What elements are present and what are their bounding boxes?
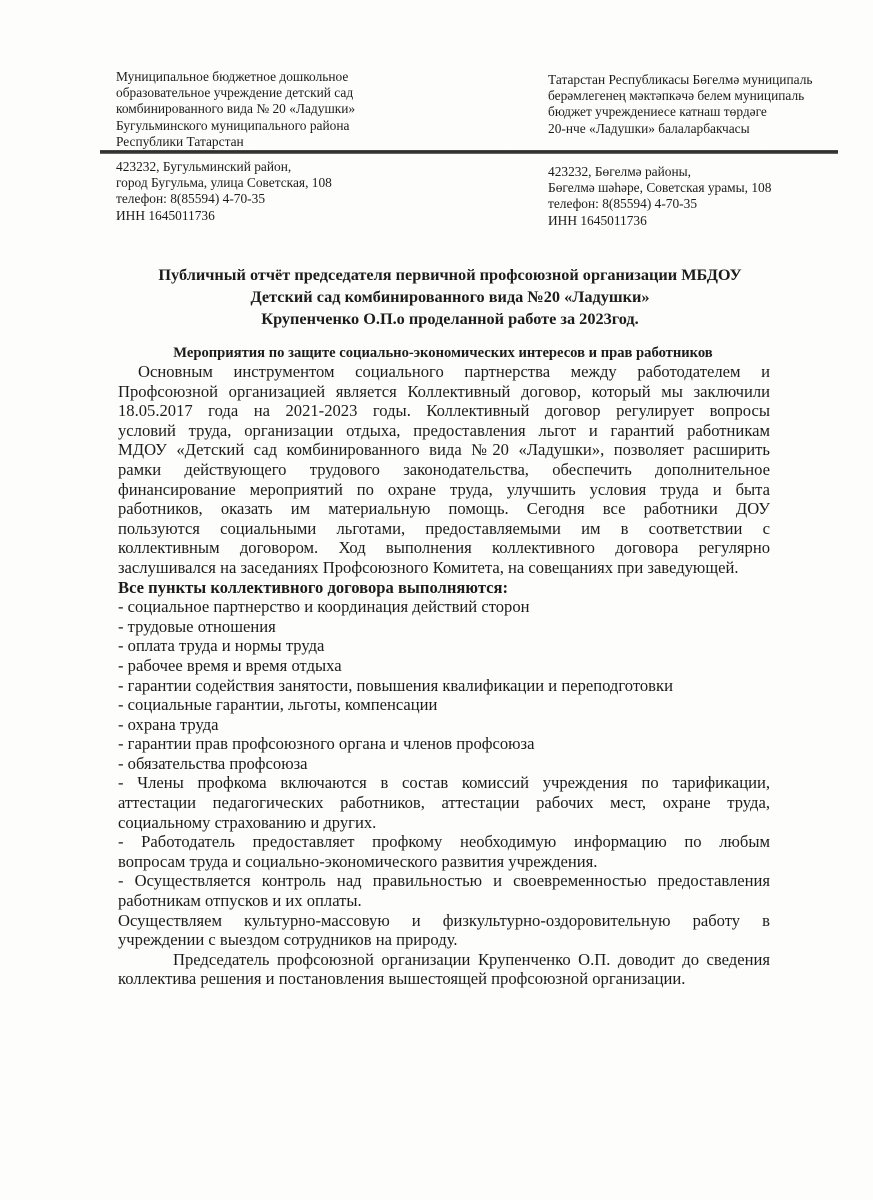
list-item <box>118 617 770 637</box>
address-line: ИНН 1645011736 <box>548 212 647 228</box>
text-line: коллективным договором. Ход выполнения коллективного договора регулярно <box>118 538 770 558</box>
text-line: Председатель профсоюзной организации Крупенченко О.П. доводит до сведения <box>173 949 770 969</box>
text-line: - Работодатель предоставляет профкому необходимую информацию по любым <box>118 832 770 852</box>
address-line: телефон: 8(85594) 4-70-35 <box>548 196 698 212</box>
text-line: заслушивался на заседаниях Профсоюзного Комитета, на совещаниях при заведующей. <box>118 557 739 577</box>
document-title <box>100 264 800 330</box>
header-line: берәмлегенең мәктәпкәчә белем муниципаль <box>548 88 805 104</box>
address-line: телефон: 8(85594) 4-70-35 <box>116 191 266 207</box>
text-line: работникам отпусков и их оплаты. <box>118 891 362 911</box>
address-russian <box>116 159 332 224</box>
text-line: - Осуществляется контроль над правильностью и своевременностью предоставления <box>118 871 770 891</box>
text-line: - оплата труда и нормы труда <box>118 636 325 656</box>
text-line: Все пункты коллективного договора выполняются: <box>118 577 509 597</box>
paragraph <box>118 773 770 832</box>
title-line: Публичный отчёт председателя первичной профсоюзной организации МБДОУ <box>158 265 742 284</box>
text-line: вопросам труда и социально-экономического развития учреждения. <box>118 851 598 871</box>
text-line: условий труда, организации отдыха, предоставления льгот и гарантий работникам <box>118 420 770 440</box>
document-body <box>118 362 770 989</box>
paragraph <box>118 950 770 989</box>
paragraph <box>118 911 770 950</box>
text-line: социальному страхованию и других. <box>118 812 377 832</box>
address-line: ИНН 1645011736 <box>116 207 215 223</box>
address-line: Бөгелмә шәһәре, Советская урамы, 108 <box>548 180 772 196</box>
text-line: - гарантии содействия занятости, повышения квалификации и переподготовки <box>118 675 673 695</box>
paragraph <box>118 362 770 578</box>
header-line: Республики Татарстан <box>116 133 244 149</box>
list-item <box>118 695 770 715</box>
paragraph <box>118 832 770 871</box>
header-line: Бугульминского муниципального района <box>116 117 350 133</box>
title-line: Детский сад комбинированного вида №20 «Ладушки» <box>250 287 650 306</box>
text-line: - охрана труда <box>118 714 219 734</box>
text-line: - социальные гарантии, льготы, компенсации <box>118 695 438 715</box>
address-line: 423232, Бугульминский район, <box>116 159 292 174</box>
header-line: образовательное учреждение детский сад <box>116 85 354 101</box>
header-divider <box>100 150 838 154</box>
list-item <box>118 636 770 656</box>
text-line: - гарантии прав профсоюзного органа и членов профсоюза <box>118 734 535 754</box>
header-line: бюджет учреждениесе катнаш төрдәге <box>548 104 767 120</box>
text-line: МДОУ «Детский сад комбинированного вида №20 «Ладушки», позволяет расширить <box>118 440 770 460</box>
text-line: - рабочее время и время отдыха <box>118 655 342 675</box>
header-line: Муниципальное бюджетное дошкольное <box>116 69 349 84</box>
list-item <box>118 734 770 754</box>
text-line: - обязательства профсоюза <box>118 753 308 773</box>
address-line: 423232, Бөгелмә районы, <box>548 164 691 179</box>
list-item <box>118 597 770 617</box>
text-line: - социальное партнерство и координация действий сторон <box>118 597 530 617</box>
org-name-tatar <box>548 72 813 137</box>
text-line: - трудовые отношения <box>118 616 276 636</box>
list-item <box>118 715 770 735</box>
header-line: Татарстан Республикасы Бөгелмә муниципаль <box>548 72 813 87</box>
address-tatar <box>548 164 771 229</box>
text-line: Профсоюзной организацией является Коллективный договор, который мы заключили <box>118 381 770 401</box>
text-line: финансирование мероприятий по охране труда, улучшить условия труда и быта <box>118 479 770 499</box>
org-name-russian <box>116 69 355 150</box>
text-line: Основным инструментом социального партнерства между работодателем и <box>138 362 770 381</box>
text-line: рамки действующего трудового законодательства, обеспечить дополнительное <box>118 459 770 479</box>
list-heading <box>118 578 770 598</box>
text-line: 18.05.2017 года на 2021-2023 годы. Коллективный договор регулирует вопросы <box>118 401 770 421</box>
list-item <box>118 656 770 676</box>
address-line: город Бугульма, улица Советская, 108 <box>116 175 332 191</box>
text-line: Осуществляем культурно-массовую и физкультурно-оздоровительную работу в <box>118 910 770 930</box>
header-line: 20-нче «Ладушки» балаларбакчасы <box>548 120 750 136</box>
text-line: работников, оказать им материальную помощь. Сегодня все работники ДОУ <box>118 499 770 519</box>
text-line: - Члены профкома включаются в состав комиссий учреждения по тарификации, <box>118 773 770 793</box>
text-line: учреждении с выездом сотрудников на природу. <box>118 930 458 950</box>
list-item <box>118 754 770 774</box>
title-line: Крупенченко О.П.о проделанной работе за 2023год. <box>261 309 639 328</box>
header-line: комбинированного вида № 20 «Ладушки» <box>116 101 356 117</box>
section-heading: Мероприятия по защите социально-экономических интересов и прав работников <box>173 345 713 361</box>
list-item <box>118 676 770 696</box>
paragraph <box>118 871 770 910</box>
text-line: пользуются социальными льготами, предоставляемыми им в соответствии с <box>118 518 770 538</box>
text-line: аттестации педагогических работников, аттестации рабочих мест, охране труда, <box>118 793 770 813</box>
text-line: коллектива решения и постановления вышестоящей профсоюзной организации. <box>118 969 686 989</box>
